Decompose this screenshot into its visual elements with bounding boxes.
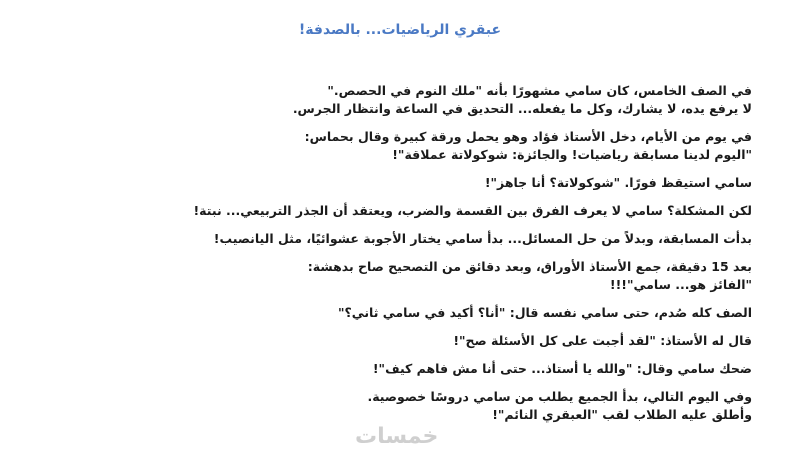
paragraph-shock [52, 304, 752, 322]
line: "اليوم لدينا مسابقة رياضيات! والجائزة: شوكولاتة عملاقة"! [392, 147, 752, 162]
line: "الفائز هو... سامي"!!! [609, 277, 752, 292]
khamsat-watermark-logo: خمسات [355, 424, 439, 449]
line: في الصف الخامس، كان سامي مشهورًا بأنه "ملك النوم في الحصص." [327, 83, 752, 98]
story-title: عبقري الرياضيات... بالصدفة! [298, 22, 502, 38]
line: الصف كله صُدم، حتى سامي نفسه قال: "أنا؟ أكيد في سامي ثاني؟" [337, 305, 752, 320]
paragraph-intro [52, 82, 752, 118]
line: ضحك سامي وقال: "والله يا أستاذ... حتى أنا مش فاهم كيف"! [372, 361, 752, 376]
paragraph-wakes-up [52, 174, 752, 192]
line: بدأت المسابقة، وبدلاً من حل المسائل... بدأ سامي يختار الأجوبة عشوائيًا، مثل اليانصيب! [213, 231, 752, 246]
line: وأطلق عليه الطلاب لقب "العبقري النائم"! [492, 407, 752, 422]
line: وفي اليوم التالي، بدأ الجميع يطلب من سامي دروسًا خصوصية. [367, 389, 752, 404]
paragraph-contest-start [52, 230, 752, 248]
story-body [52, 82, 752, 434]
paragraph-sami-laughs [52, 360, 752, 378]
paragraph-problem [52, 202, 752, 220]
line: قال له الأستاذ: "لقد أجبت على كل الأسئلة صح"! [453, 333, 752, 348]
line: بعد 15 دقيقة، جمع الأستاذ الأوراق، وبعد دقائق من التصحيح صاح بدهشة: [307, 259, 752, 274]
line: لا يرفع يده، لا يشارك، وكل ما يفعله... التحديق في الساعة وانتظار الجرس. [292, 101, 752, 116]
line: سامي استيقظ فورًا. "شوكولاتة؟ أنا جاهز"! [484, 175, 752, 190]
paragraph-teacher-says [52, 332, 752, 350]
line: لكن المشكلة؟ سامي لا يعرف الفرق بين القسمة والضرب، ويعتقد أن الجذر التربيعي... نبتة! [193, 203, 752, 218]
paragraph-contest-announcement [52, 128, 752, 164]
paragraph-ending [52, 388, 752, 424]
paragraph-result [52, 258, 752, 294]
line: في يوم من الأيام، دخل الأستاذ فؤاد وهو يحمل ورقة كبيرة وقال بحماس: [304, 129, 752, 144]
